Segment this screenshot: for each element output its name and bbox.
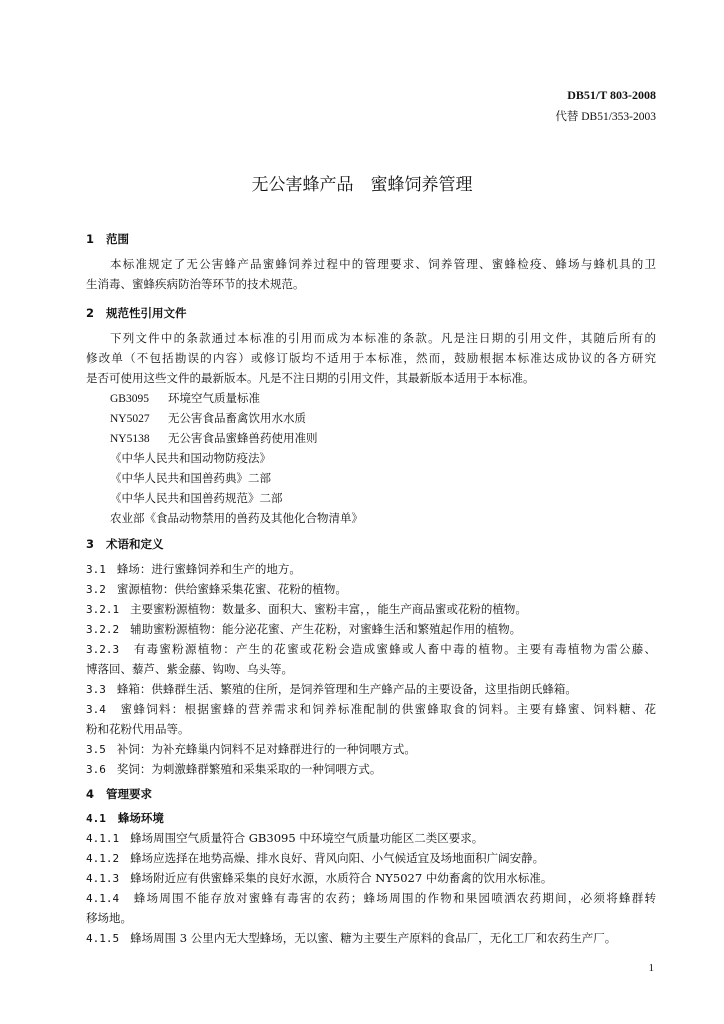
- reference-item: GB3095 环境空气质量标准: [110, 391, 260, 405]
- section-1-heading: 1 范围: [86, 232, 129, 246]
- law-reference: 《中华人民共和国兽药规范》二部: [110, 491, 283, 505]
- reference-item: NY5138 无公害食品蜜蜂兽药使用准则: [110, 431, 318, 445]
- clause-4-1-1: 4.1.1 蜂场周围空气质量符合 GB3095 中环境空气质量功能区二类区要求。: [86, 831, 484, 845]
- section-2-line-2: 修改单（不包括勘误的内容）或修订版均不适用于本标准，然而，鼓励根据本标准达成协议的各方研究: [86, 351, 656, 365]
- law-reference: 《中华人民共和国动物防疫法》: [110, 451, 271, 465]
- section-2-line-3: 是否可使用这些文件的最新版本。凡是不注日期的引用文件，其最新版本适用于本标准。: [86, 371, 535, 385]
- term-3-4-cont: 粉和花粉代用品等。: [86, 722, 190, 736]
- term-3-2-1: 3.2.1 主要蜜粉源植物：数量多、面积大、蜜粉丰富，，能生产商品蜜或花粉的植物。: [86, 602, 527, 616]
- section-3-heading: 3 术语和定义: [86, 537, 164, 551]
- section-1-line-2: 生消毒、蜜蜂疾病防治等环节的技术规范。: [86, 277, 305, 291]
- section-4-heading: 4 管理要求: [86, 787, 152, 801]
- term-3-2-2: 3.2.2 辅助蜜粉源植物：能分泌花蜜、产生花粉，对蜜蜂生活和繁殖起作用的植物。: [86, 622, 522, 636]
- replaces-standard: 代替 DB51/353-2003: [555, 111, 656, 123]
- law-reference: 《中华人民共和国兽药典》二部: [110, 471, 271, 485]
- term-3-2-3: 3.2.3 有毒蜜粉源植物：产生的花蜜或花粉会造成蜜蜂或人畜中毒的植物。主要有毒植物为雷公藤、: [86, 642, 656, 656]
- section-1-line-1: 本标准规定了无公害蜂产品蜜蜂饲养过程中的管理要求、饲养管理、蜜蜂检疫、蜂场与蜂机具的卫: [110, 257, 656, 271]
- term-3-2-3-cont: 博落回、藜芦、紫金藤、钩吻、乌头等。: [86, 662, 293, 676]
- clause-4-1-3: 4.1.3 蜂场附近应有供蜜蜂采集的良好水源，水质符合 NY5027 中幼畜禽的饮用水标准。: [86, 871, 553, 885]
- term-3-3: 3.3 蜂箱：供蜂群生活、繁殖的住所，是饲养管理和生产蜂产品的主要设备，这里指朗氏蜂箱。: [86, 682, 577, 696]
- clause-4-1-5: 4.1.5 蜂场周围 3 公里内无大型蜂场，无以蜜、糖为主要生产原料的食品厂，无化工厂和农药生产厂。: [86, 931, 617, 945]
- subsection-4-1-heading: 4.1 蜂场环境: [86, 811, 164, 825]
- clause-4-1-2: 4.1.2 蜂场应选择在地势高燥、排水良好、背风向阳、小气候适宜及场地面积广阔安静。: [86, 851, 545, 865]
- reference-item: NY5027 无公害食品畜禽饮用水水质: [110, 411, 306, 425]
- clause-4-1-4-cont: 移场地。: [86, 911, 132, 925]
- term-3-4: 3.4 蜜蜂饲料：根据蜜蜂的营养需求和饲养标准配制的供蜜蜂取食的饲料。主要有蜂蜜、饲料糖、花: [86, 702, 656, 716]
- law-reference: 农业部《食品动物禁用的兽药及其他化合物清单》: [110, 511, 363, 525]
- standard-number: DB51/T 803-2008: [567, 88, 656, 102]
- clause-4-1-4: 4.1.4 蜂场周围不能存放对蜜蜂有毒害的农药；蜂场周围的作物和果园喷洒农药期间，必须将蜂群转: [86, 891, 656, 905]
- section-2-line-1: 下列文件中的条款通过本标准的引用而成为本标准的条款。凡是注日期的引用文件，其随后所有的: [110, 331, 656, 345]
- page-number: 1: [648, 962, 654, 974]
- term-3-1: 3.1 蜂场：进行蜜蜂饲养和生产的地方。: [86, 562, 301, 576]
- term-3-2: 3.2 蜜源植物：供给蜜蜂采集花蜜、花粉的植物。: [86, 582, 347, 596]
- term-3-6: 3.6 奖饲：为刺激蜂群繁殖和采集采取的一种饲喂方式。: [86, 762, 382, 776]
- document-title: 无公害蜂产品 蜜蜂饲养管理: [251, 175, 473, 195]
- section-2-heading: 2 规范性引用文件: [86, 306, 187, 320]
- term-3-5: 3.5 补饲：为补充蜂巢内饲料不足对蜂群进行的一种饲喂方式。: [86, 742, 416, 756]
